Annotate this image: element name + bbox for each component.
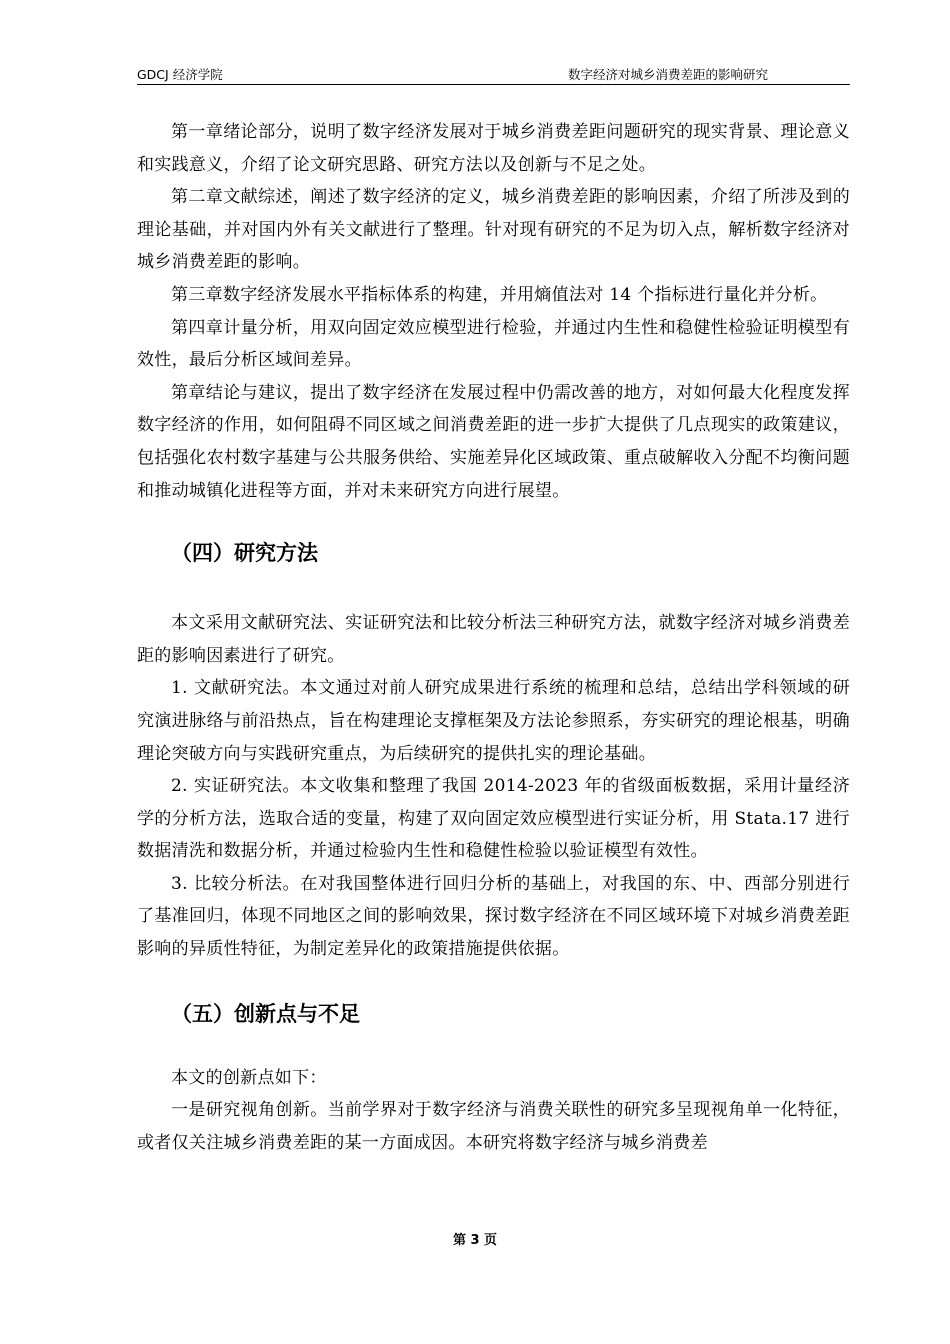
header-institution: GDCJ 经济学院 — [137, 67, 223, 82]
page-number: 第 3 页 — [452, 1233, 498, 1248]
paragraph-innovations-intro: 本文的创新点如下： — [171, 1067, 327, 1088]
paragraph-method-empirical: 2. 实证研究法。本文收集和整理了我国 2014-2023 年的省级面板数据，采用计量经济学的分析方法，选取合适的变量，构建了双向固定效应模型进行实证分析，用 Stata.17 进行数据清洗和数据分析，并通过检验内生性和稳健性检验以验证模型有效性。 — [137, 776, 850, 862]
section-title-innovations: （五）创新点与不足 — [171, 1001, 360, 1026]
paragraph-chapter5: 第章结论与建议，提出了数字经济在发展过程中仍需改善的地方，对如何最大化程度发挥数字经济的作用，如何阻碍不同区域之间消费差距的进一步扩大提供了几点现实的政策建议，包括强化农村数字基建与公共服务供给、实施差异化区域政策、重点破解收入分配不均衡问题和推动城镇化进程等方面，并对未来研究方向进行展望。 — [137, 382, 850, 501]
paragraph-chapter1: 第一章绪论部分，说明了数字经济发展对于城乡消费差距问题研究的现实背景、理论意义和实践意义，介绍了论文研究思路、研究方法以及创新与不足之处。 — [137, 122, 850, 175]
paragraph-chapter3: 第三章数字经济发展水平指标体系的构建，并用熵值法对 14 个指标进行量化并分析。 — [171, 284, 828, 305]
page-body — [137, 116, 850, 1159]
paragraph-chapter4: 第四章计量分析，用双向固定效应模型进行检验，并通过内生性和稳健性检验证明模型有效性，最后分析区域间差异。 — [137, 317, 850, 371]
paragraph-method-comparative: 3. 比较分析法。在对我国整体进行回归分析的基础上，对我国的东、中、西部分别进行了基准回归，体现不同地区之间的影响效果，探讨数字经济在不同区域环境下对城乡消费差距影响的异质性特征，为制定差异化的政策措施提供依据。 — [137, 873, 850, 960]
header-paper-title: 数字经济对城乡消费差距的影响研究 — [568, 67, 769, 82]
paragraph-method-literature: 1. 文献研究法。本文通过对前人研究成果进行系统的梳理和总结，总结出学科领域的研究演进脉络与前沿热点，旨在构建理论支撑框架及方法论参照系，夯实研究的理论根基，明确理论突破方向与实践研究重点，为后续研究的提供扎实的理论基础。 — [137, 678, 850, 764]
paragraph-methods-intro: 本文采用文献研究法、实证研究法和比较分析法三种研究方法，就数字经济对城乡消费差距的影响因素进行了研究。 — [137, 613, 850, 666]
section-title-research-methods: （四）研究方法 — [171, 541, 318, 566]
paragraph-chapter2: 第二章文献综述，阐述了数字经济的定义，城乡消费差距的影响因素，介绍了所涉及到的理论基础，并对国内外有关文献进行了整理。针对现有研究的不足为切入点，解析数字经济对城乡消费差距的影响。 — [137, 187, 850, 273]
page-header — [137, 66, 850, 85]
paragraph-innovation-1: 一是研究视角创新。当前学界对于数字经济与消费关联性的研究多呈现视角单一化特征，或者仅关注城乡消费差距的某一方面成因。本研究将数字经济与城乡消费差 — [137, 1100, 850, 1153]
